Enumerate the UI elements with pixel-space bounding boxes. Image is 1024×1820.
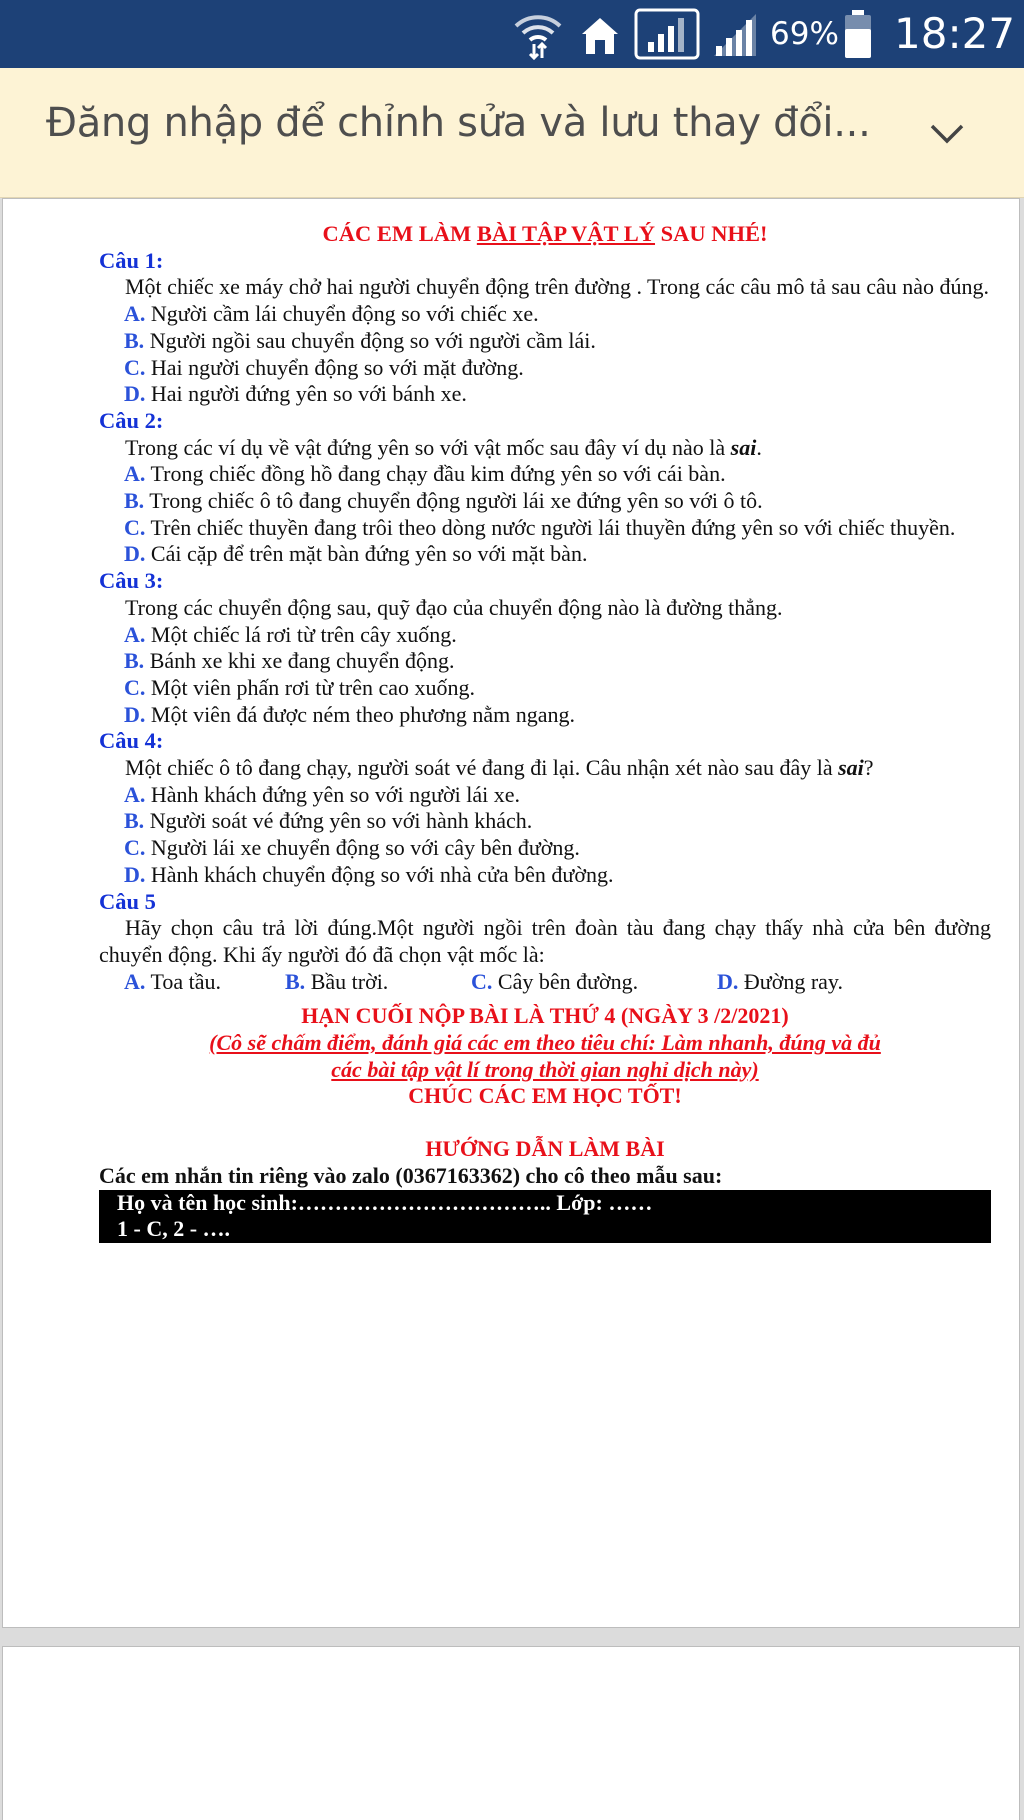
battery-percent: 69% [770, 16, 839, 52]
question-1-option-c: C. Hai người chuyển động so với mặt đường. [124, 354, 524, 380]
question-2-heading: Câu 2: [99, 407, 164, 433]
question-2-stem: Trong các ví dụ về vật đứng yên so với vật mốc sau đây ví dụ nào là sai. [125, 434, 762, 460]
wifi-icon [512, 8, 564, 60]
question-5-option-d: D. Đường ray. [717, 968, 843, 994]
question-3-option-b: B. Bánh xe khi xe đang chuyển động. [124, 648, 455, 674]
signin-banner[interactable] [0, 68, 1024, 198]
question-5-option-b: B. Bầu trời. [285, 968, 389, 994]
signal-sim1-icon [634, 8, 700, 60]
signal-sim2-icon [710, 8, 760, 60]
template-line-1: Họ và tên học sinh:…………………………….. Lớp: …… [117, 1189, 653, 1215]
question-4-option-a: A. Hành khách đứng yên so với người lái xe. [124, 781, 520, 807]
answer-template-box [99, 1190, 991, 1243]
question-5-option-c: C. Cây bên đường. [471, 968, 639, 994]
question-5-options [99, 969, 991, 996]
question-3-heading: Câu 3: [99, 568, 164, 594]
question-4-stem: Một chiếc ô tô đang chạy, người soát vé đang đi lại. Câu nhận xét nào sau đây là sai? [125, 755, 874, 781]
chevron-down-icon[interactable] [926, 118, 968, 148]
home-icon [578, 8, 622, 60]
question-5-heading: Câu 5 [99, 888, 156, 914]
grading-note-line-1: (Cô sẽ chấm điểm, đánh giá các em theo tiêu chí: Làm nhanh, đúng và đủ [209, 1030, 881, 1056]
document-page-2 [2, 1646, 1020, 1820]
question-1-option-b: B. Người ngồi sau chuyển động so với người cầm lái. [124, 327, 596, 353]
question-4-heading: Câu 4: [99, 728, 164, 754]
document-page-1 [2, 198, 1020, 1628]
question-4-option-d: D. Hành khách chuyển động so với nhà cửa bên đường. [124, 861, 614, 887]
good-luck-text: CHÚC CÁC EM HỌC TỐT! [408, 1083, 682, 1109]
question-3-option-c: C. Một viên phấn rơi từ trên cao xuống. [124, 674, 476, 700]
deadline-text: HẠN CUỐI NỘP BÀI LÀ THỨ 4 (NGÀY 3 /2/2021) [301, 1003, 789, 1029]
document-body [99, 221, 991, 1243]
question-2-option-d: D. Cái cặp để trên mặt bàn đứng yên so với mặt bàn. [124, 541, 588, 567]
question-1-option-d: D. Hai người đứng yên so với bánh xe. [124, 381, 467, 407]
signin-banner-text[interactable]: Đăng nhập để chỉnh sửa và lưu thay đổi... [46, 100, 871, 146]
question-3-stem: Trong các chuyển động sau, quỹ đạo của chuyển động nào là đường thẳng. [125, 594, 783, 620]
question-2-option-a: A. Trong chiếc đồng hồ đang chạy đầu kim đứng yên so với cái bàn. [124, 461, 726, 487]
question-5-stem: Hãy chọn câu trả lời đúng.Một người ngồi trên đoàn tàu đang chạy thấy nhà cửa bên đường chuyển động. Khi ấy người đó đã chọn vật mốc là: [99, 915, 991, 967]
question-5-option-a: A. Toa tầu. [124, 968, 222, 994]
question-1-stem: Một chiếc xe máy chở hai người chuyển động trên đường . Trong các câu mô tả sau câu nào đúng. [125, 274, 989, 300]
question-3-option-a: A. Một chiếc lá rơi từ trên cây xuống. [124, 621, 457, 647]
question-1-heading: Câu 1: [99, 247, 164, 273]
page-title: CÁC EM LÀM BÀI TẬP VẬT LÝ SAU NHÉ! [322, 221, 768, 246]
guide-title: HƯỚNG DẪN LÀM BÀI [425, 1136, 665, 1162]
question-2-option-b: B. Trong chiếc ô tô đang chuyển động người lái xe đứng yên so với ô tô. [124, 488, 763, 514]
question-3-option-d: D. Một viên đá được ném theo phương nằm ngang. [124, 701, 575, 727]
template-line-2: 1 - C, 2 - …. [117, 1216, 231, 1242]
blank-line [99, 1110, 991, 1136]
battery-icon [842, 8, 874, 60]
question-4-option-c: C. Người lái xe chuyển động so với cây bên đường. [124, 835, 580, 861]
status-bar [0, 0, 1024, 68]
guide-instruction: Các em nhắn tin riêng vào zalo (0367163362) cho cô theo mẫu sau: [99, 1162, 723, 1188]
question-1-option-a: A. Người cầm lái chuyển động so với chiếc xe. [124, 301, 539, 327]
clock-time: 18:27 [894, 9, 1016, 58]
question-2-option-c: C. Trên chiếc thuyền đang trôi theo dòng nước người lái thuyền đứng yên so với chiếc thuyền. [124, 514, 956, 540]
grading-note-line-2: các bài tập vật lí trong thời gian nghỉ dịch này) [331, 1056, 759, 1082]
question-4-option-b: B. Người soát vé đứng yên so với hành khách. [124, 808, 533, 834]
